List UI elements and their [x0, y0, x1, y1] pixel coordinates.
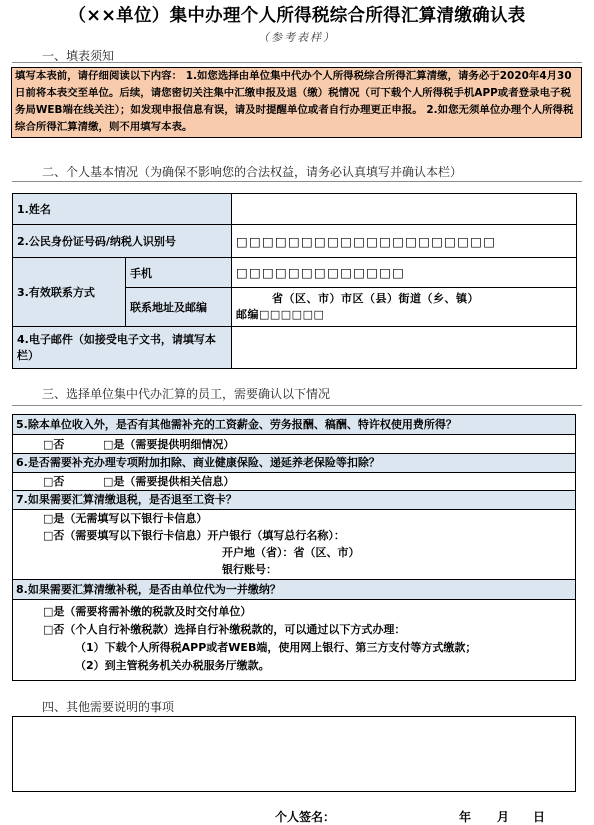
page-title: （××单位）集中办理个人所得税综合所得汇算清缴确认表: [68, 6, 526, 26]
question-5: 5.除本单位收入外，是否有其他需补充的工资薪金、劳务报酬、稿酬、特许权使用费所得？: [13, 415, 575, 435]
remarks-textarea[interactable]: [12, 716, 576, 792]
id-label: 2.公民身份证号码/纳税人识别号: [13, 225, 232, 258]
date-year-label: 年: [459, 810, 472, 824]
q6-option-yes[interactable]: □是（需要提供相关信息）: [103, 475, 235, 488]
question-8: 8.如果需要汇算清缴补税，是否由单位代为一并缴纳？: [13, 579, 575, 600]
section-3-divider: [12, 405, 582, 406]
basic-info-table: [12, 193, 577, 369]
name-label: 1.姓名: [13, 194, 232, 225]
name-row: [13, 194, 577, 225]
q8-option-no[interactable]: □否（个人自行补缴税款）选择自行补缴税款的，可以通过以下方式办理：: [43, 623, 406, 636]
signature-label: 个人签名：: [275, 810, 336, 824]
section-2-divider: [12, 181, 582, 182]
email-field[interactable]: [232, 327, 577, 369]
email-label: 4.电子邮件（如接受电子文书，请填写本栏）: [13, 327, 232, 369]
question-7: 7.如果需要汇算清缴退税，是否退至工资卡？: [13, 490, 575, 510]
address-label: 联系地址及邮编: [126, 288, 232, 327]
q7-option-yes[interactable]: □是（无需填写以下银行卡信息）: [43, 512, 208, 525]
confirmation-block: [12, 414, 576, 681]
section-1-divider: [12, 62, 582, 63]
address-line: 省（区、市）市区（县）街道（乡、镇）: [272, 292, 479, 305]
q5-option-no[interactable]: □否: [43, 438, 65, 451]
q7-option-no[interactable]: □否（需要填写以下银行卡信息）开户银行（填写总行名称）：: [43, 529, 345, 542]
q5-option-yes[interactable]: □是（需要提供明细情况）: [103, 438, 235, 451]
q8-payment-way-2: （2）到主管税务机关办税服务厅缴款。: [75, 659, 270, 672]
address-field[interactable]: [232, 288, 577, 327]
notice-box: 填写本表前，请仔细阅读以下内容： 1.如您选择由单位集中代办个人所得税综合所得汇算清缴，请务必于2020年4月30日前将本表交至单位。后续，请您密切关注集中汇缴申报及退（缴）税情况（可下载个人所得税手机APP或者登录电子税务局WEB端在线关注）；如发现申报信息有误，请及时提醒单位或者自行办理更正申报。 2.如您无须单位办理个人所得税综合所得汇算清缴，则不用填写本表。: [11, 67, 582, 138]
phone-row: [13, 258, 577, 288]
section-4-heading: 四、其他需要说明的事项: [42, 700, 175, 714]
q7-bank-account: 银行账号：: [222, 563, 277, 576]
id-number-boxes: □□□□□□□□□□□□□□□□□□□□: [236, 233, 497, 249]
section-2-heading: 二、个人基本情况（为确保不影响您的合法权益，请务必认真填写并确认本栏）: [42, 165, 463, 179]
phone-field[interactable]: [232, 258, 577, 288]
name-field[interactable]: [232, 194, 577, 225]
q8-payment-way-1: （1）下载个人所得税APP或者WEB端，使用网上银行、第三方支付等方式缴款；: [75, 641, 477, 654]
date-month-label: 月: [497, 810, 510, 824]
q6-option-no[interactable]: □否: [43, 475, 65, 488]
q7-bank-location: 开户地（省）：省（区、市）: [222, 546, 360, 559]
q8-option-yes[interactable]: □是（需要将需补缴的税款及时交付单位）: [43, 605, 252, 618]
question-6: 6.是否需要补充办理专项附加扣除、商业健康保险、递延养老保险等扣除？: [13, 453, 575, 473]
phone-label: 手机: [126, 258, 232, 288]
id-row: [13, 225, 577, 258]
phone-number-boxes: □□□□□□□□□□□□□: [236, 265, 406, 280]
date-day-label: 日: [533, 810, 546, 824]
section-3-heading: 三、选择单位集中代办汇算的员工，需要确认以下情况: [42, 387, 331, 401]
id-field[interactable]: [232, 225, 577, 258]
contact-label: 3.有效联系方式: [13, 258, 126, 327]
page-subtitle: （参考表样）: [258, 31, 336, 44]
email-row: [13, 327, 577, 369]
postcode-line: 邮编□□□□□□: [236, 308, 325, 321]
section-1-heading: 一、填表须知: [42, 49, 115, 63]
